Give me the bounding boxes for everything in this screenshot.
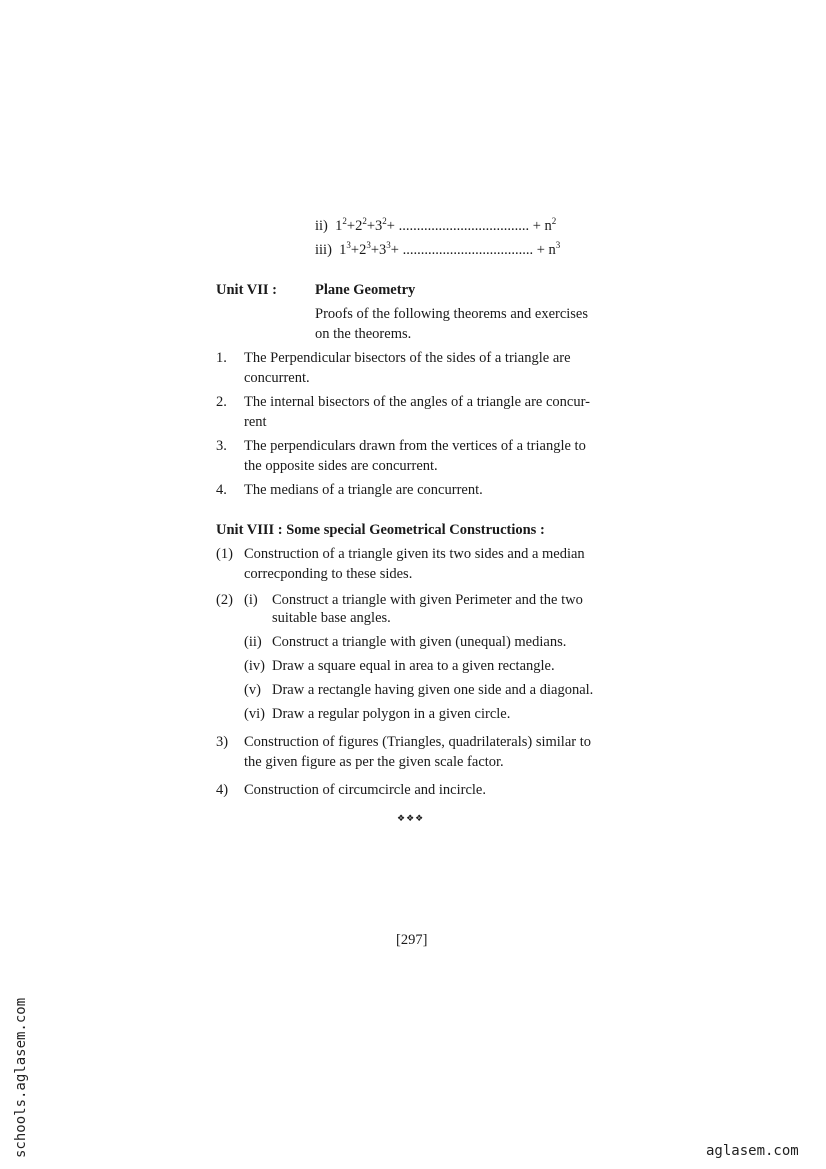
unit8-sub-iv-line-1: Draw a square equal in area to a given rectangle. <box>272 658 555 674</box>
unit7-item-3-number: 3. <box>216 438 227 454</box>
unit8-item-1-line-1: Construction of a triangle given its two sides and a median <box>244 546 585 562</box>
series-ii: ii) $1^2+2^2+3^2+$ .................................... + $n^2$ <box>315 216 557 234</box>
unit8-sub-ii-line-1: Construct a triangle with given (unequal) medians. <box>272 634 567 650</box>
unit8-heading: Unit VIII : Some special Geometrical Constructions : <box>216 522 545 538</box>
unit8-sub-i-number: (i) <box>244 592 258 608</box>
unit8-item-4-line-1: Construction of circumcircle and incircle. <box>244 782 486 798</box>
unit8-item-4-number: 4) <box>216 782 229 798</box>
unit7-title: Plane Geometry <box>315 282 416 298</box>
unit7-item-1-line-2: concurrent. <box>244 370 310 386</box>
watermark-right: aglasem.com <box>706 1143 799 1159</box>
unit8-sub-vi-number: (vi) <box>244 706 265 722</box>
unit8-item-1-number: (1) <box>216 546 233 562</box>
unit7-item-1-line-1: The Perpendicular bisectors of the sides of a triangle are <box>244 350 571 366</box>
unit7-item-4-number: 4. <box>216 482 227 498</box>
unit7-item-2-number: 2. <box>216 394 227 410</box>
unit8-item-2-number: (2) <box>216 592 233 608</box>
unit8-sub-iv-number: (iv) <box>244 658 265 674</box>
unit7-intro-line-2: on the theorems. <box>315 326 412 342</box>
unit8-sub-v-number: (v) <box>244 682 261 698</box>
unit7-item-2-line-1: The internal bisectors of the angles of a triangle are concur- <box>244 394 590 410</box>
page-number: [297] <box>396 932 428 948</box>
unit8-item-1-line-2: correcponding to these sides. <box>244 566 413 582</box>
unit7-item-3-line-2: the opposite sides are concurrent. <box>244 458 438 474</box>
unit8-sub-v-line-1: Draw a rectangle having given one side and a diagonal. <box>272 682 594 698</box>
section-ornament: ❖❖❖ <box>397 813 425 823</box>
unit8-sub-i-line-1: Construct a triangle with given Perimeter and the two <box>272 592 583 608</box>
unit8-sub-ii-number: (ii) <box>244 634 262 650</box>
watermark-left: schools.aglasem.com <box>13 997 29 1158</box>
unit7-item-2-line-2: rent <box>244 414 267 430</box>
unit7-intro-line-1: Proofs of the following theorems and exercises <box>315 306 589 322</box>
series-iii-number: iii) <box>315 242 332 258</box>
unit8-sub-vi-line-1: Draw a regular polygon in a given circle. <box>272 706 511 722</box>
unit8-item-3-number: 3) <box>216 734 229 750</box>
unit7-item-1-number: 1. <box>216 350 227 366</box>
unit8-sub-i-line-2: suitable base angles. <box>272 610 391 626</box>
unit8-item-3-line-2: the given figure as per the given scale factor. <box>244 754 504 770</box>
series-ii-number: ii) <box>315 218 328 234</box>
unit7-item-3-line-1: The perpendiculars drawn from the vertices of a triangle to <box>244 438 586 454</box>
unit8-item-3-line-1: Construction of figures (Triangles, quadrilaterals) similar to <box>244 734 591 750</box>
unit7-item-4-line-1: The medians of a triangle are concurrent. <box>244 482 483 498</box>
series-iii: iii) $1^3+2^3+3^3+$ .................................... + $n^3$ <box>315 240 561 258</box>
unit7-label: Unit VII : <box>216 282 277 298</box>
